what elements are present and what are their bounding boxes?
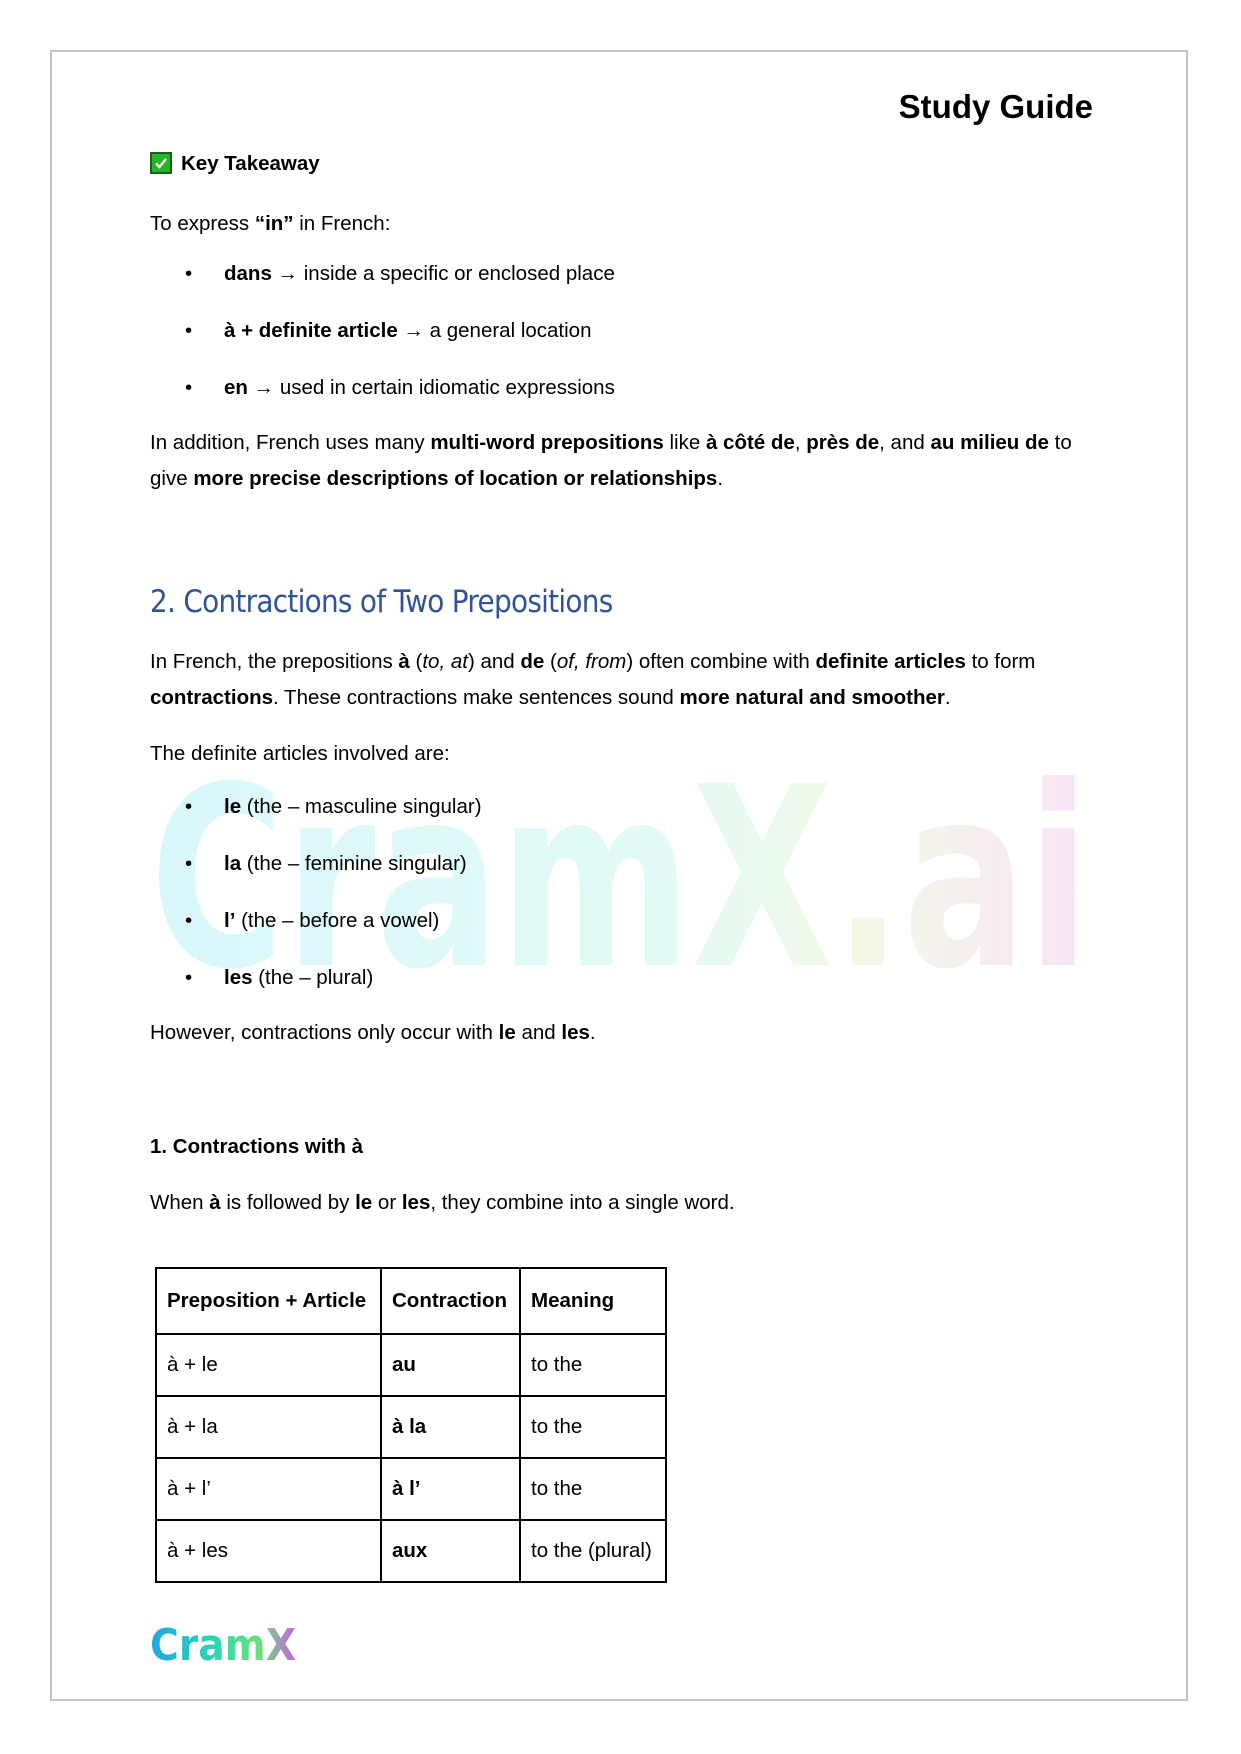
table-cell: to the	[520, 1458, 666, 1520]
table-row	[156, 1520, 666, 1582]
list-item: les (the – plural)	[224, 966, 374, 989]
table-cell: à + le	[156, 1334, 381, 1396]
bullet: •	[185, 852, 193, 875]
table-header-row	[156, 1268, 666, 1334]
intro-paragraph: To express “in” in French:	[150, 212, 391, 235]
key-takeaway-label: Key Takeaway	[181, 152, 320, 175]
table-cell: à l’	[381, 1458, 520, 1520]
table-cell: au	[381, 1334, 520, 1396]
bullet: •	[185, 262, 193, 285]
bullet: •	[185, 319, 193, 342]
list-item: à + definite article → a general location	[224, 319, 592, 342]
table-cell: to the	[520, 1396, 666, 1458]
subsection-heading: 1. Contractions with à	[150, 1135, 363, 1158]
table-cell: à + l’	[156, 1458, 381, 1520]
list-item: l’ (the – before a vowel)	[224, 909, 440, 932]
key-takeaway-heading	[150, 146, 320, 182]
table-row	[156, 1458, 666, 1520]
bullet: •	[185, 966, 193, 989]
section-heading: 2. Contractions of Two Prepositions	[150, 584, 613, 620]
addition-paragraph: In addition, French uses many multi-word prepositions like à côté de, près de, and au milieu de to give more precise descriptions of location or relationships.	[150, 431, 1072, 490]
however-paragraph: However, contractions only occur with le and les.	[150, 1021, 596, 1044]
page-title: Study Guide	[898, 88, 1093, 125]
svg-text:CramX.ai: CramX.ai	[150, 755, 1090, 995]
contractions-table	[155, 1267, 667, 1583]
list-item: la (the – feminine singular)	[224, 852, 467, 875]
table-cell: aux	[381, 1520, 520, 1582]
list-item: en → used in certain idiomatic expressions	[224, 376, 615, 399]
table-cell: to the (plural)	[520, 1520, 666, 1582]
cramx-logo	[150, 1618, 300, 1668]
table-header-cell: Meaning	[520, 1268, 666, 1334]
table-cell: à la	[381, 1396, 520, 1458]
table-cell: à + la	[156, 1396, 381, 1458]
articles-intro: The definite articles involved are:	[150, 742, 450, 765]
table-cell: to the	[520, 1334, 666, 1396]
table-row	[156, 1396, 666, 1458]
list-item: dans → inside a specific or enclosed place	[224, 262, 615, 285]
section-intro-paragraph: In French, the prepositions à (to, at) and de (of, from) often combine with definite articles to form contractions. These contractions make sentences sound more natural and smoother.	[150, 650, 1036, 709]
bullet: •	[185, 376, 193, 399]
bullet: •	[185, 795, 193, 818]
table-header-cell: Preposition + Article	[156, 1268, 381, 1334]
check-mark-button-icon	[150, 152, 172, 174]
table-header-cell: Contraction	[381, 1268, 520, 1334]
svg-text:CramX: CramX	[150, 1620, 297, 1668]
list-item: le (the – masculine singular)	[224, 795, 482, 818]
bullet: •	[185, 909, 193, 932]
when-paragraph: When à is followed by le or les, they combine into a single word.	[150, 1191, 735, 1214]
table-row	[156, 1334, 666, 1396]
table-cell: à + les	[156, 1520, 381, 1582]
